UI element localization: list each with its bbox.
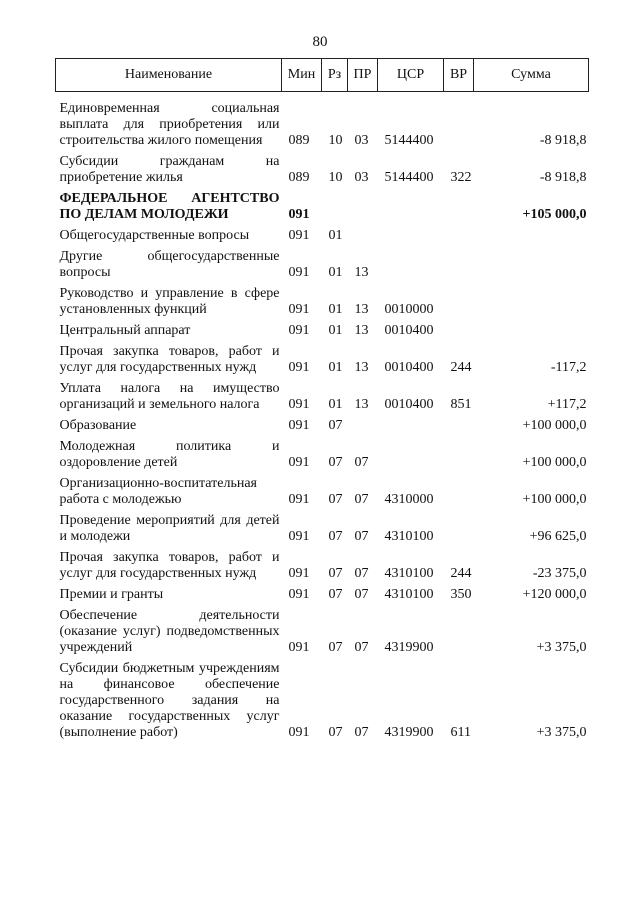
cell-csr bbox=[378, 223, 444, 244]
cell-sum: -8 918,8 bbox=[539, 170, 587, 185]
cell-vr: 851 bbox=[450, 397, 472, 412]
cell-name: Единовременная социальная выплата для приобретения или строительства жилого помещения bbox=[59, 101, 280, 148]
header-rz: Рз bbox=[322, 59, 348, 92]
cell-name: Проведение мероприятий для детей и молодежи bbox=[59, 513, 280, 544]
table-row bbox=[56, 545, 589, 582]
cell-sum bbox=[474, 318, 589, 339]
table-row bbox=[56, 149, 589, 186]
cell-rz: 01 bbox=[328, 397, 343, 412]
cell-min: 091 bbox=[288, 640, 310, 655]
cell-rz: 10 bbox=[328, 133, 343, 148]
cell-sum: -117,2 bbox=[550, 360, 587, 375]
cell-vr bbox=[444, 434, 474, 471]
cell-csr: 4310100 bbox=[384, 529, 434, 544]
cell-min: 091 bbox=[288, 529, 310, 544]
cell-pr: 07 bbox=[354, 725, 369, 740]
cell-vr bbox=[444, 413, 474, 434]
cell-rz: 01 bbox=[328, 360, 343, 375]
table-row bbox=[56, 582, 589, 603]
cell-vr: 350 bbox=[450, 587, 472, 602]
cell-csr: 5144400 bbox=[384, 133, 434, 148]
cell-csr: 0010000 bbox=[384, 302, 434, 317]
cell-name: Премии и гранты bbox=[59, 587, 164, 602]
cell-vr: 244 bbox=[450, 566, 472, 581]
cell-min: 089 bbox=[288, 133, 310, 148]
table-row bbox=[56, 318, 589, 339]
cell-pr: 13 bbox=[354, 360, 369, 375]
cell-min: 091 bbox=[288, 566, 310, 581]
cell-name: Центральный аппарат bbox=[59, 323, 191, 338]
cell-csr: 4319900 bbox=[384, 725, 434, 740]
cell-vr bbox=[444, 223, 474, 244]
cell-name: Общегосударственные вопросы bbox=[59, 228, 250, 243]
cell-sum: +96 625,0 bbox=[529, 529, 587, 544]
table-row bbox=[56, 376, 589, 413]
cell-sum: +100 000,0 bbox=[522, 492, 587, 507]
cell-min: 091 bbox=[288, 207, 310, 222]
header-vr: ВР bbox=[444, 59, 474, 92]
cell-min: 091 bbox=[288, 302, 310, 317]
cell-vr bbox=[444, 96, 474, 149]
cell-sum bbox=[474, 223, 589, 244]
cell-vr bbox=[444, 471, 474, 508]
cell-sum: +100 000,0 bbox=[522, 455, 587, 470]
cell-min: 091 bbox=[288, 725, 310, 740]
cell-sum: -23 375,0 bbox=[532, 566, 587, 581]
cell-rz: 07 bbox=[328, 640, 343, 655]
cell-rz: 07 bbox=[328, 492, 343, 507]
cell-name: Другие общегосударственные вопросы bbox=[59, 249, 280, 280]
header-min: Мин bbox=[282, 59, 322, 92]
cell-pr bbox=[348, 413, 378, 434]
cell-sum: +120 000,0 bbox=[522, 587, 587, 602]
cell-sum bbox=[474, 281, 589, 318]
cell-rz bbox=[322, 186, 348, 223]
cell-pr bbox=[348, 186, 378, 223]
cell-sum: +117,2 bbox=[547, 397, 587, 412]
cell-name: Обеспечение деятельности (оказание услуг) подведомственных учреждений bbox=[59, 608, 280, 655]
cell-pr: 03 bbox=[354, 133, 369, 148]
table-row bbox=[56, 281, 589, 318]
table-row bbox=[56, 508, 589, 545]
cell-rz: 07 bbox=[328, 566, 343, 581]
cell-sum: -8 918,8 bbox=[539, 133, 587, 148]
cell-name: Субсидии гражданам на приобретение жилья bbox=[59, 154, 280, 185]
table-row bbox=[56, 471, 589, 508]
cell-pr: 07 bbox=[354, 455, 369, 470]
cell-sum bbox=[474, 244, 589, 281]
cell-csr bbox=[378, 413, 444, 434]
cell-min: 089 bbox=[288, 170, 310, 185]
table-row bbox=[56, 96, 589, 149]
cell-csr bbox=[378, 434, 444, 471]
cell-name: Молодежная политика и оздоровление детей bbox=[59, 439, 280, 470]
cell-csr: 0010400 bbox=[384, 360, 434, 375]
cell-pr: 07 bbox=[354, 566, 369, 581]
cell-vr bbox=[444, 603, 474, 656]
page-number: 80 bbox=[312, 34, 328, 50]
cell-csr: 4310100 bbox=[384, 566, 434, 581]
cell-pr: 13 bbox=[354, 397, 369, 412]
cell-rz: 07 bbox=[328, 418, 343, 433]
cell-pr: 07 bbox=[354, 587, 369, 602]
cell-vr: 611 bbox=[450, 725, 471, 740]
cell-sum: +100 000,0 bbox=[522, 418, 587, 433]
cell-csr: 0010400 bbox=[384, 323, 434, 338]
cell-name: Уплата налога на имущество организаций и земельного налога bbox=[59, 381, 280, 412]
header-pr: ПР bbox=[348, 59, 378, 92]
cell-vr bbox=[444, 281, 474, 318]
cell-csr bbox=[378, 244, 444, 281]
cell-sum: +3 375,0 bbox=[536, 640, 587, 655]
cell-name: Прочая закупка товаров, работ и услуг для государственных нужд bbox=[59, 344, 280, 375]
budget-table bbox=[55, 58, 589, 741]
cell-vr bbox=[444, 508, 474, 545]
cell-rz: 10 bbox=[328, 170, 343, 185]
cell-vr: 244 bbox=[450, 360, 472, 375]
table-row bbox=[56, 244, 589, 281]
cell-sum: +105 000,0 bbox=[522, 207, 587, 222]
table-body bbox=[56, 92, 589, 742]
cell-min: 091 bbox=[288, 587, 310, 602]
cell-name: Руководство и управление в сфере установленных функций bbox=[59, 286, 280, 317]
table-row bbox=[56, 186, 589, 223]
cell-rz: 07 bbox=[328, 529, 343, 544]
table-row bbox=[56, 223, 589, 244]
cell-rz: 07 bbox=[328, 587, 343, 602]
cell-csr: 0010400 bbox=[384, 397, 434, 412]
cell-name: Образование bbox=[59, 418, 137, 433]
cell-pr: 03 bbox=[354, 170, 369, 185]
cell-rz: 01 bbox=[328, 323, 343, 338]
cell-pr: 07 bbox=[354, 492, 369, 507]
cell-vr bbox=[444, 318, 474, 339]
cell-min: 091 bbox=[288, 418, 310, 433]
cell-pr: 13 bbox=[354, 323, 369, 338]
table-row bbox=[56, 656, 589, 741]
table-row bbox=[56, 339, 589, 376]
table-row bbox=[56, 603, 589, 656]
cell-pr bbox=[348, 223, 378, 244]
cell-vr bbox=[444, 186, 474, 223]
cell-vr bbox=[444, 244, 474, 281]
cell-rz: 07 bbox=[328, 455, 343, 470]
cell-pr: 13 bbox=[354, 265, 369, 280]
cell-min: 091 bbox=[288, 455, 310, 470]
cell-pr: 13 bbox=[354, 302, 369, 317]
cell-csr: 5144400 bbox=[384, 170, 434, 185]
cell-min: 091 bbox=[288, 492, 310, 507]
cell-name: Прочая закупка товаров, работ и услуг для государственных нужд bbox=[59, 550, 280, 581]
cell-min: 091 bbox=[288, 228, 310, 243]
table-row bbox=[56, 413, 589, 434]
table-row bbox=[56, 434, 589, 471]
cell-rz: 01 bbox=[328, 228, 343, 243]
cell-pr: 07 bbox=[354, 529, 369, 544]
cell-pr: 07 bbox=[354, 640, 369, 655]
cell-min: 091 bbox=[288, 397, 310, 412]
cell-rz: 01 bbox=[328, 302, 343, 317]
cell-name: Организационно-воспитательная работа с молодежью bbox=[59, 476, 257, 507]
header-sum: Сумма bbox=[474, 59, 589, 92]
cell-csr: 4310000 bbox=[384, 492, 434, 507]
cell-rz: 01 bbox=[328, 265, 343, 280]
cell-csr bbox=[378, 186, 444, 223]
cell-csr: 4319900 bbox=[384, 640, 434, 655]
cell-name: ФЕДЕРАЛЬНОЕ АГЕНТСТВО ПО ДЕЛАМ МОЛОДЕЖИ bbox=[59, 191, 280, 222]
cell-csr: 4310100 bbox=[384, 587, 434, 602]
table-header bbox=[56, 59, 589, 92]
cell-min: 091 bbox=[288, 323, 310, 338]
header-csr: ЦСР bbox=[378, 59, 444, 92]
cell-sum: +3 375,0 bbox=[536, 725, 587, 740]
cell-min: 091 bbox=[288, 360, 310, 375]
header-name: Наименование bbox=[56, 59, 282, 92]
cell-min: 091 bbox=[288, 265, 310, 280]
cell-vr: 322 bbox=[450, 170, 472, 185]
cell-name: Субсидии бюджетным учреждениям на финансовое обеспечение государственного задания на оказание государственных услуг (выполнение работ) bbox=[59, 661, 280, 740]
cell-rz: 07 bbox=[328, 725, 343, 740]
